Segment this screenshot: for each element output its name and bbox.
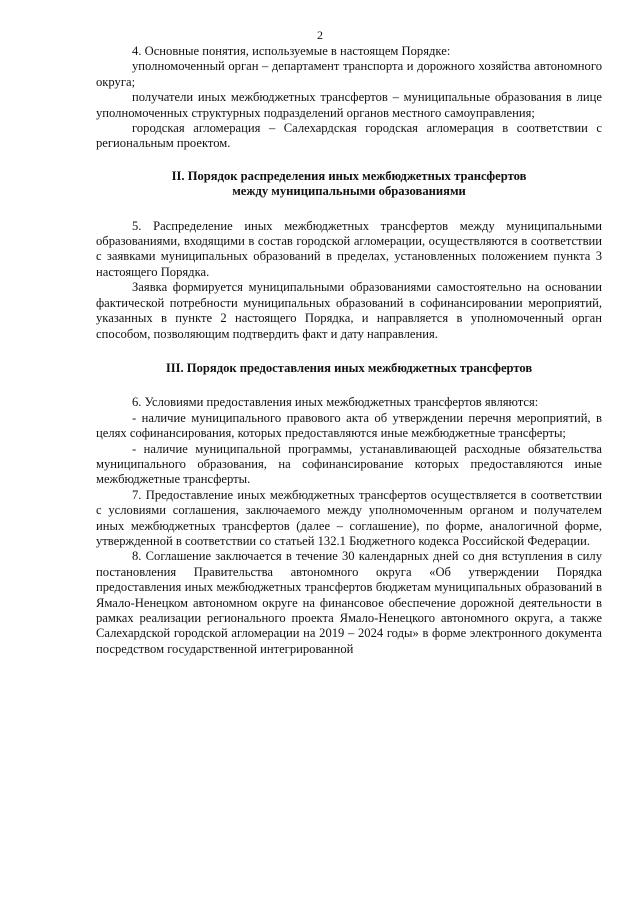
paragraph-7: 7. Предоставление иных межбюджетных трансфертов осуществляется в соответствии с условиями соглашения, заключаемого между уполномоченным органом и получателем иных межбюджетных трансфертов (далее – соглашение), по форме, аналогичной форме, утвержденной в соответствии со статьей 132.1 Бюджетного кодекса Российской Федерации. [96, 487, 602, 548]
condition-legal-act: - наличие муниципального правового акта об утверждении перечня мероприятий, в целях софинансирования, которых предоставляются иные межбюджетные трансферты; [96, 410, 602, 441]
paragraph-6: 6. Условиями предоставления иных межбюджетных трансфертов являются: [132, 395, 539, 410]
section-2-heading-line-1: II. Порядок распределения иных межбюджетных трансфертов [171, 168, 527, 183]
section-2-heading-line-2: между муниципальными образованиями [232, 184, 466, 199]
paragraph-application: Заявка формируется муниципальными образованиями самостоятельно на основании фактической потребности муниципальных образований в софинансировании мероприятий, указанных в пункте 2 настоящего Порядка, и направляется в уполномоченный орган способом, позволяющим подтвердить факт и дату направления. [96, 280, 602, 341]
definition-recipients: получатели иных межбюджетных трансфертов – муниципальные образования в лице уполномоченных структурных подразделений органов местного самоуправления; [96, 90, 602, 120]
document-body [96, 44, 602, 657]
definition-agglomeration: городская агломерация – Салехардская городская агломерация в соответствии с региональным проектом. [96, 121, 602, 151]
paragraph-4: 4. Основные понятия, используемые в настоящем Порядке: [132, 44, 451, 58]
definition-authorized-body: уполномоченный орган – департамент транспорта и дорожного хозяйства автономного округа; [96, 59, 602, 89]
condition-municipal-program: - наличие муниципальной программы, устанавливающей расходные обязательства муниципального образования, на софинансирование которых предоставляются иные межбюджетные трансферты. [96, 441, 602, 487]
paragraph-5: 5. Распределение иных межбюджетных трансфертов между муниципальными образованиями, входящими в состав городской агломерации, осуществляются в соответствии с заявками муниципальных образований в пределах, установленных положением пункта 3 настоящего Порядка. [96, 218, 602, 279]
section-3-heading: III. Порядок предоставления иных межбюджетных трансфертов [165, 360, 533, 375]
paragraph-8: 8. Соглашение заключается в течение 30 календарных дней со дня вступления в силу постановления Правительства автономного округа «Об утверждении Порядка предоставления иных межбюджетных трансфертов бюджетам муниципальных образований в Ямало-Ненецком автономном округе на финансовое обеспечение дорожной деятельности в рамках реализации регионального проекта Ямало-Ненецкого автономного округа, а также Салехардской городской агломерации на 2019 – 2024 годы» в форме электронного документа посредством государственной интегрированной [96, 549, 602, 656]
page-number: 2 [317, 28, 323, 42]
